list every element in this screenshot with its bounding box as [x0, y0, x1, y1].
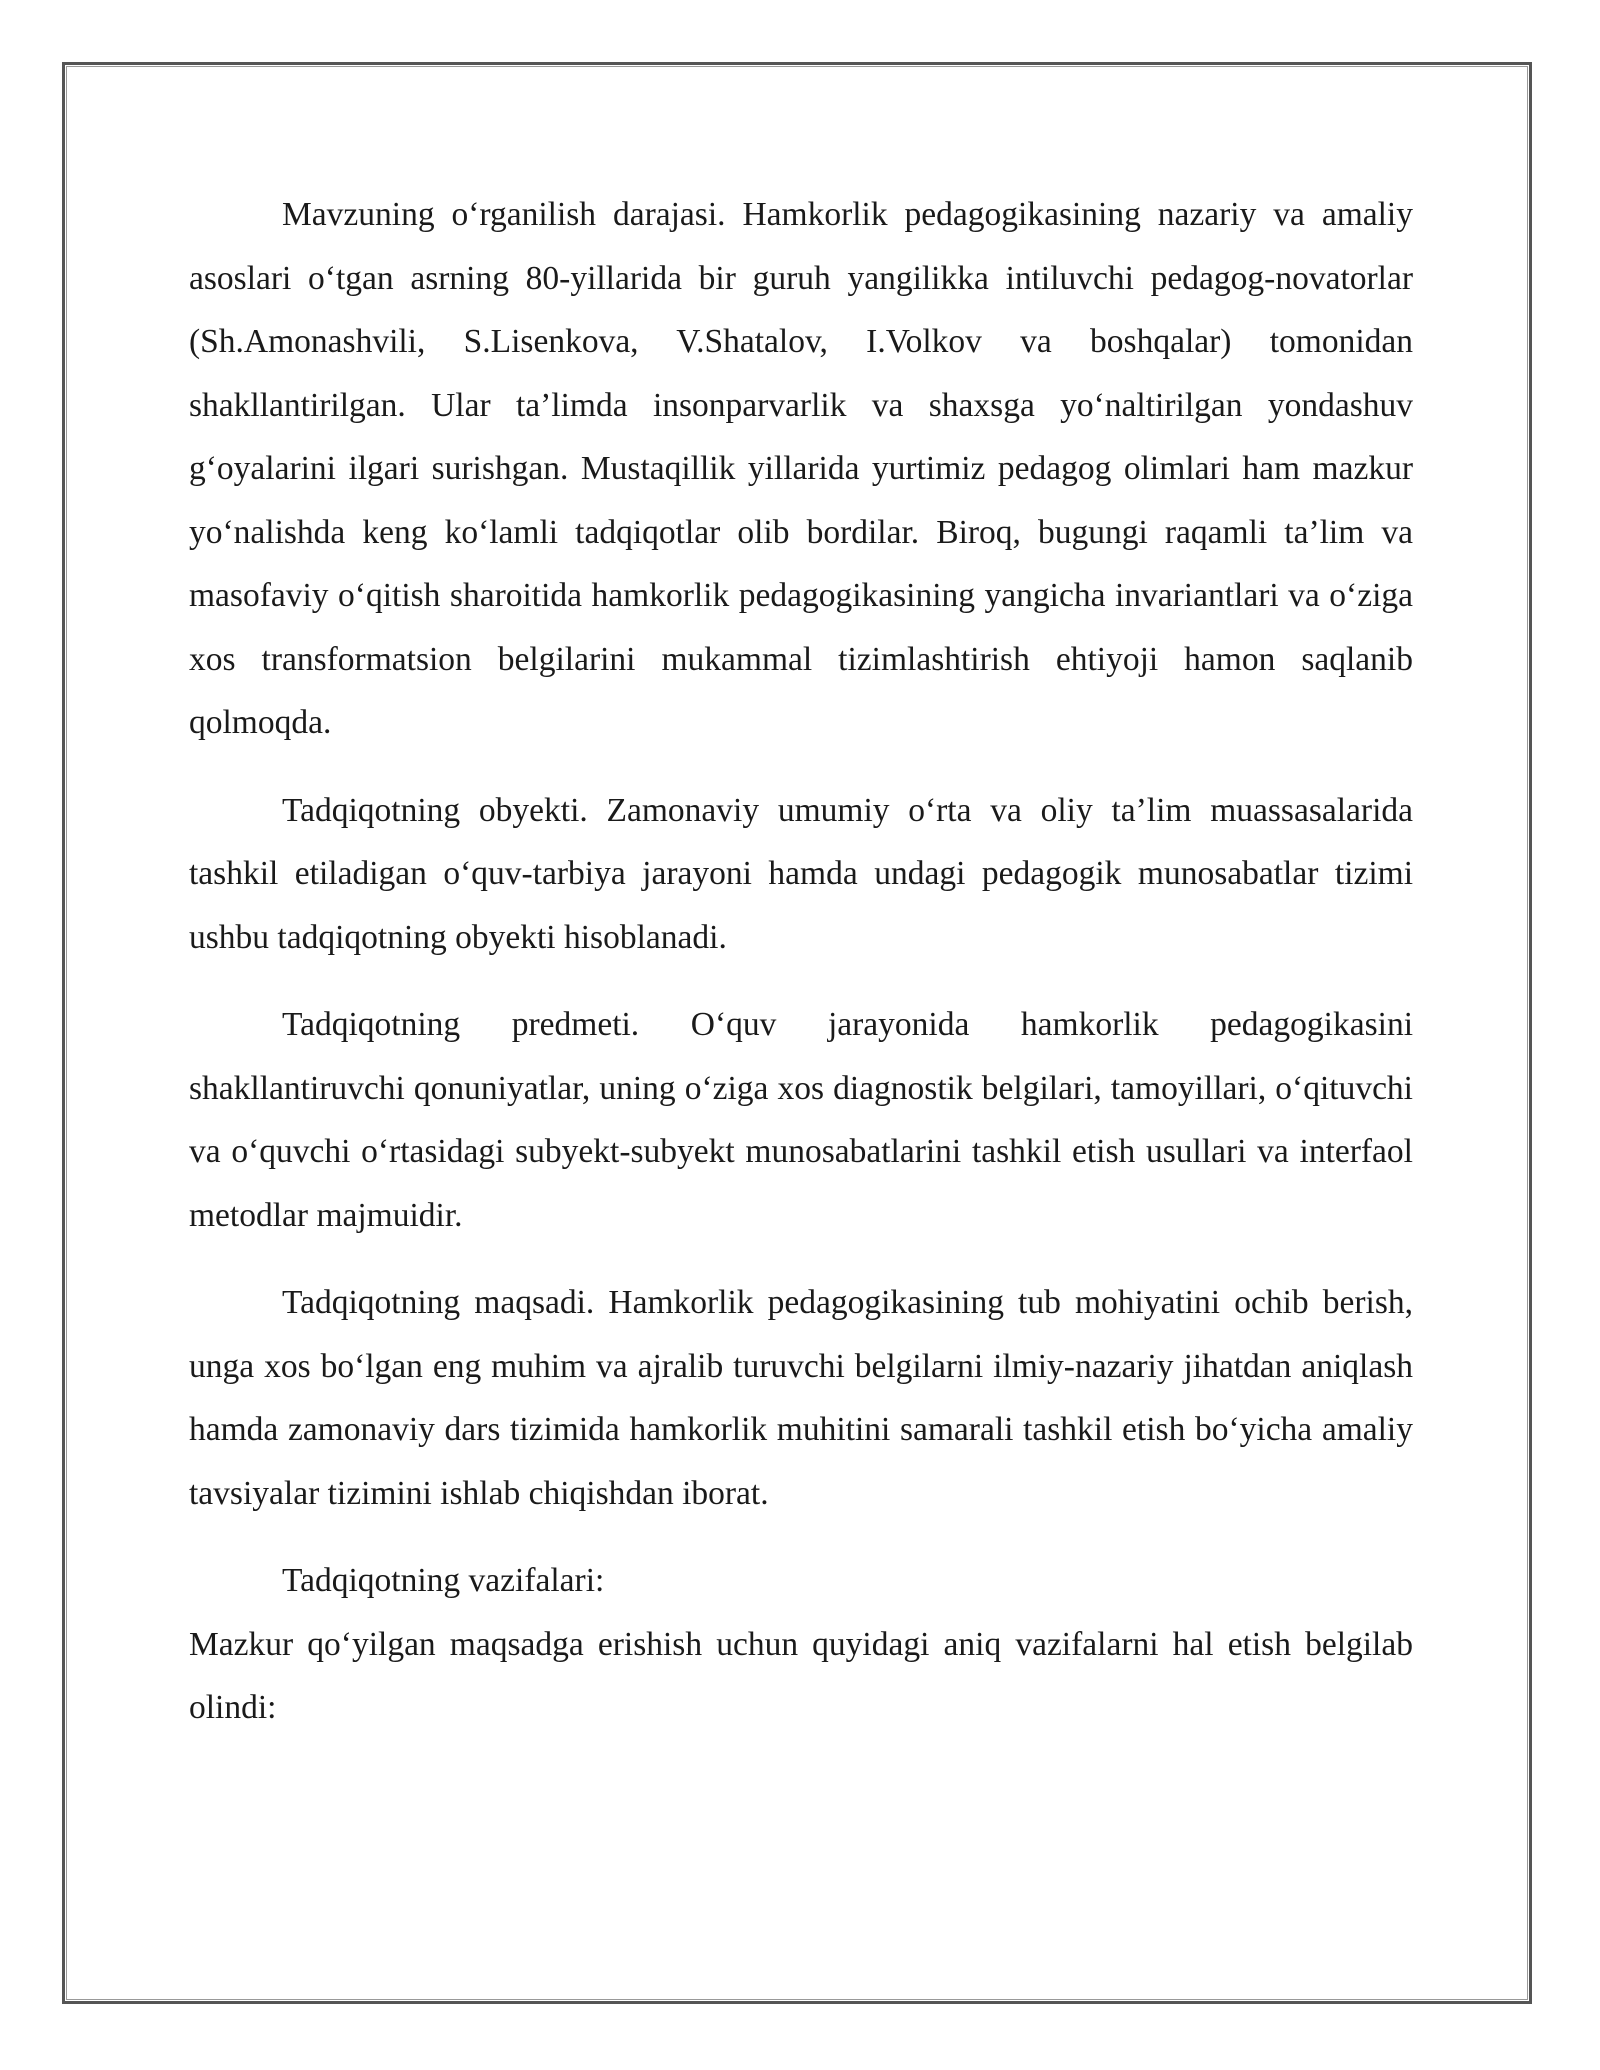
paragraph-research-object: Tadqiqotning obyekti. Zamonaviy umumiy o‘rta va oliy ta’lim muassasalarida tashkil etiladigan o‘quv-tarbiya jarayoni hamda undagi pedagogik munosabatlar tizimi ushbu tadqiqotning obyekti hisoblanadi. — [189, 791, 1413, 956]
paragraph-research-goal: Tadqiqotning maqsadi. Hamkorlik pedagogikasining tub mohiyatini ochib berish, unga xos bo‘lgan eng muhim va ajralib turuvchi belgilarni ilmiy-nazariy jihatdan aniqlash hamda zamonaviy dars tizimida hamkorlik muhitini samarali tashkil etish bo‘yicha amaliy tavsiyalar tizimini ishlab chiqishdan iborat. — [189, 1284, 1413, 1512]
paragraph-research-subject: Tadqiqotning predmeti. O‘quv jarayonida hamkorlik pedagogikasini shakllantiruvchi qonuniyatlar, uning o‘ziga xos diagnostik belgilari, tamoyillari, o‘qituvchi va o‘quvchi o‘rtasidagi subyekt-subyekt munosabatlarini tashkil etish usullari va interfaol metodlar majmuidir. — [189, 1006, 1413, 1234]
paragraph-study-level: Mavzuning o‘rganilish darajasi. Hamkorlik pedagogikasining nazariy va amaliy asoslari o‘tgan asrning 80-yillarida bir guruh yangilikka intiluvchi pedagog-novatorlar (Sh.Amonashvili, S.Lisenkova, V.Shatalov, I.Volkov va boshqalar) tomonidan shakllantirilgan. Ular ta’limda insonparvarlik va shaxsga yo‘naltirilgan yondashuv g‘oyalarini ilgari surishgan. Mustaqillik yillarida yurtimiz pedagog olimlari ham mazkur yo‘nalishda keng ko‘lamli tadqiqotlar olib bordilar. Biroq, bugungi raqamli ta’lim va masofaviy o‘qitish sharoitida hamkorlik pedagogikasining yangicha invariantlari va o‘ziga xos transformatsion belgilarini mukammal tizimlashtirish ehtiyoji hamon saqlanib qolmoqda. — [189, 196, 1413, 741]
paragraph-tasks-heading: Tadqiqotning vazifalari: — [282, 1562, 605, 1599]
document-body — [189, 183, 1413, 1740]
paragraph-tasks-intro: Mazkur qo‘yilgan maqsadga erishish uchun quyidagi aniq vazifalarni hal etish belgilab olindi: — [189, 1625, 1413, 1726]
